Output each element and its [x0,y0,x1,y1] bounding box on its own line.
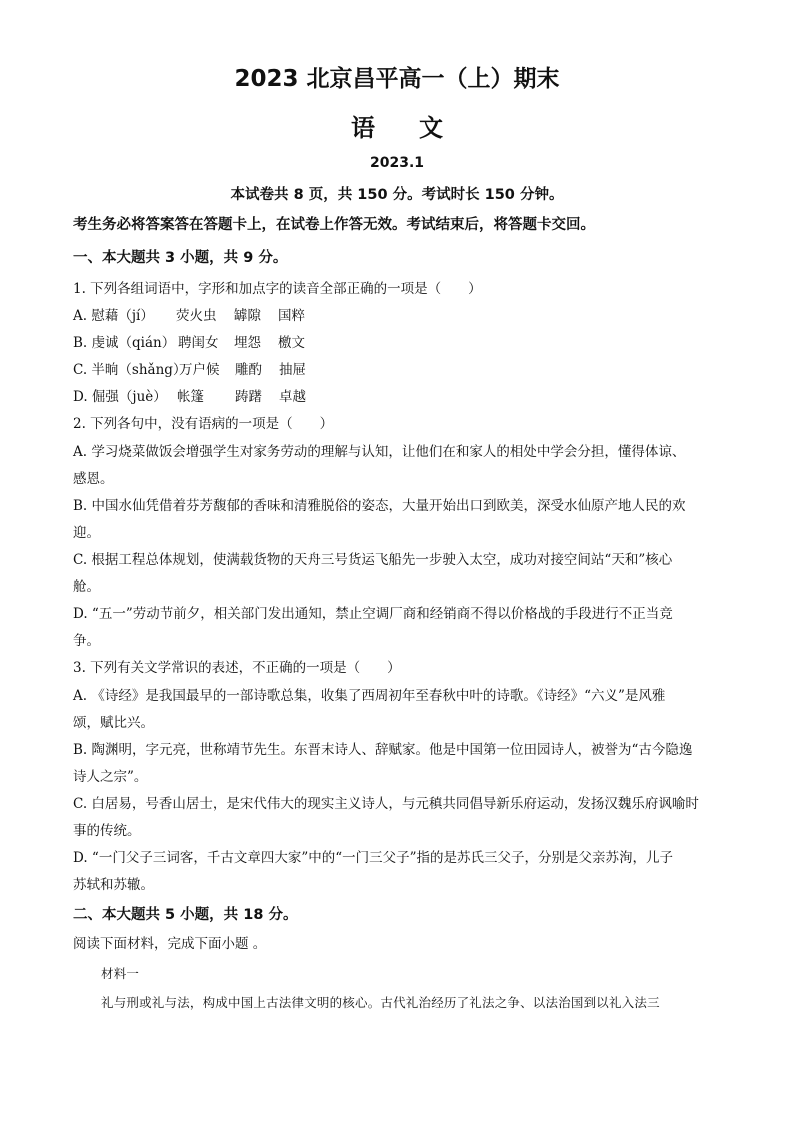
q1-c-word3: 雕酌 [235,362,262,378]
section1-heading: 一、本大题共 3 小题，共 9 分。 [73,250,288,266]
q2-stem: 2. 下列各句中，没有语病的一项是（ ） [73,416,334,432]
q1-d-word4: 卓越 [279,389,306,405]
q1-c-word4: 抽屉 [279,362,306,378]
q1-d-word2: 帐篷 [177,389,204,405]
q3-line: 颂，赋比兴。 [73,715,154,731]
q2-line: 舱。 [73,579,100,595]
exam-title: 2023 北京昌平高一（上）期末 [234,66,560,92]
material-label: 材料一 [101,966,140,981]
q1-a-word1: A. 慰藉（jí） [73,308,154,324]
q3-line: B. 陶渊明，字元亮，世称靖节先生。东晋末诗人、辞赋家。他是中国第一位田园诗人，被誉为“古今隐逸 [73,742,693,758]
exam-info: 本试卷共 8 页，共 150 分。考试时长 150 分钟。 [230,187,564,203]
q1-d-word3: 踌躇 [235,389,262,405]
q3-stem: 3. 下列有关文学常识的表述，不正确的一项是（ ） [73,660,401,676]
q1-option-d [73,387,723,407]
q1-option-b [73,333,723,353]
q3-line: D. “一门父子三词客，千古文章四大家”中的“一门三父子”指的是苏氏三父子，分别是父亲苏洵，儿子 [73,850,674,866]
subject-title: 语文 [351,114,487,142]
q1-c-word1: C. 半晌（shǎng） [73,362,187,378]
q1-a-word2: 荧火虫 [176,308,217,324]
q3-line: C. 白居易，号香山居士，是宋代伟大的现实主义诗人，与元稹共同倡导新乐府运动，发扬汉魏乐府讽喻时 [73,796,699,812]
q1-option-c [73,360,723,380]
q1-b-word3: 埋怨 [234,335,261,351]
q1-b-word4: 檄文 [278,335,305,351]
material-text: 礼与刑或礼与法，构成中国上古法律文明的核心。古代礼治经历了礼法之争、以法治国到以礼入法三 [101,995,660,1010]
exam-date: 2023.1 [369,155,425,171]
q1-b-word1: B. 虔诚（qián） [73,335,176,351]
q2-line: 感恩。 [73,471,114,487]
q1-stem: 1. 下列各组词语中，字形和加点字的读音全部正确的一项是（ ） [73,281,482,297]
q1-a-word4: 国粹 [278,308,305,324]
section2-heading: 二、本大题共 5 小题，共 18 分。 [73,907,298,923]
q2-line: C. 根据工程总体规划，使满载货物的天舟三号货运飞船先一步驶入太空，成功对接空间站“天和”核心 [73,552,673,568]
q1-c-word2: 万户候 [179,362,220,378]
q3-line: 事的传统。 [73,823,141,839]
q3-line: A. 《诗经》是我国最早的一部诗歌总集，收集了西周初年至春秋中叶的诗歌。《诗经》“六义”是风雅 [73,688,666,704]
q2-line: 争。 [73,633,100,649]
q2-line: B. 中国水仙凭借着芬芳馥郁的香味和清雅脱俗的姿态，大量开始出口到欧美，深受水仙原产地人民的欢 [73,498,686,514]
q2-line: D. “五一”劳动节前夕，相关部门发出通知，禁止空调厂商和经销商不得以价格战的手段进行不正当竞 [73,606,673,622]
section2-intro: 阅读下面材料，完成下面小题 。 [73,936,267,952]
q3-line: 诗人之宗”。 [73,769,148,785]
q1-a-word3: 罅隙 [234,308,261,324]
exam-notice: 考生务必将答案答在答题卡上，在试卷上作答无效。考试结束后，将答题卡交回。 [73,217,595,233]
q1-b-word2: 聘闺女 [178,335,219,351]
q3-line: 苏轼和苏辙。 [73,877,154,893]
q2-line: A. 学习烧菜做饭会增强学生对家务劳动的理解与认知，让他们在和家人的相处中学会分担，懂得体谅、 [73,444,686,460]
q2-line: 迎。 [73,525,100,541]
q1-option-a [73,306,723,326]
q1-d-word1: D. 倔强（juè） [73,389,167,405]
